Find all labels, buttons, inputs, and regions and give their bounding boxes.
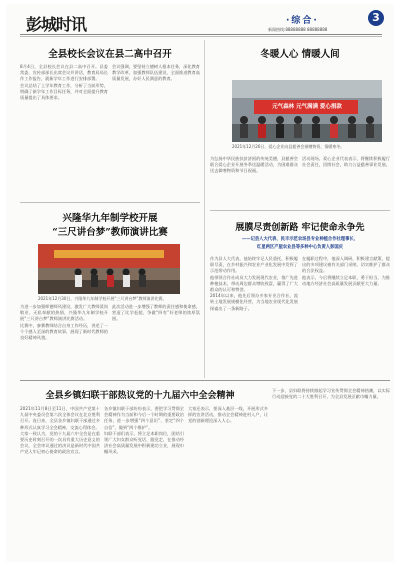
article2-column-1: [210, 156, 298, 206]
article5-paragraph-5: 大家还表示，要深入基层一线，开展形式多样的宣讲活动，推动全会精神进村入户，让党的创新理论深入人心。: [188, 406, 268, 424]
article3-paragraph-2: 比赛中，参赛教师结合自身工作经历，讲述了一个个感人至深的教育故事，展现了新时代教师的良好精神风貌。: [20, 322, 108, 341]
article4-paragraph-1: 作为县人大代表，他始终牢记人民重托，积极履职尽责，在乡村振兴和农业产业化发展中发挥了示范带动作用。: [210, 256, 298, 274]
article1-paragraph-3: 会议强调，要坚持立德树人根本任务，深化教育教学改革，加强教师队伍建设，全面推进教育高质量发展，办好人民满意的教育。: [112, 64, 200, 82]
article4-column-1: [210, 256, 298, 374]
article1-column-2: [112, 64, 200, 198]
article4-paragraph-4: 在履职过程中，他深入调研，积极建言献策，提出的多项建议被有关部门采纳，切实维护了群众的合法权益。: [302, 256, 390, 274]
article3-paragraph-1: 为进一步加强师德师风建设，激发广大教师爱岗敬业、无私奉献的热情，兴隆华九年制学校开展“三尺讲台梦”教师演讲比赛活动。: [20, 304, 108, 322]
section-label: ·综合·: [286, 16, 319, 26]
article5-column-3: [188, 406, 268, 558]
article5-paragraph-3: 各乡镇妇联干部纷纷表示，要把学习贯彻全会精神作为当前和今后一个时期的重要政治任务，进一步增强“四个意识”、坚定“四个自信”、做到“两个维护”。: [104, 406, 184, 430]
article1-column-1: [20, 64, 108, 198]
speech-contest-photo-svg: [38, 244, 180, 294]
newspaper-page: [6, 4, 394, 562]
article2-paragraph-2: 活动现场，爱心企业代表表示，将继续积极履行社会责任，回馈社会，助力公益慈善事业发展。: [302, 156, 390, 168]
article1-bottom-rule: [20, 202, 200, 203]
article1-title: 全县校长会议在县二高中召开: [48, 49, 172, 60]
speech-contest-photo: [38, 244, 180, 294]
article5-column-1: [20, 406, 100, 558]
article3-column-2: [112, 304, 200, 374]
article2-title: 冬暖人心 情暖人间: [260, 49, 340, 60]
article4-paragraph-5: 他表示，今后将继续立足本职，勇于担当，为推动地方经济社会高质量发展贡献更大力量。: [302, 274, 390, 286]
article4-paragraph-2: 他带领合作社成员大力发展现代农业，推广先进种植技术，带动周边群众增收致富，赢得了广大群众的认可和赞誉。: [210, 274, 298, 293]
charity-event-photo: [232, 80, 382, 142]
masthead: 彭城时讯: [26, 15, 87, 34]
article4-subtitle-line1: ——记县人大代表、民丰示范农场县专业种植合作社理事长、: [241, 237, 358, 242]
article2-photo-caption: 2021年12月26日，爱心企业向县慈善会捐赠物资，情暖寒冬。: [232, 144, 345, 149]
article5-column-2: [104, 406, 184, 558]
article2-bottom-rule: [210, 210, 390, 211]
middle-rule: [20, 380, 390, 381]
dateline: 新闻热线:88888888 88888888: [268, 27, 328, 32]
article5-title: 全县乡镇妇联干部热议党的十九届六中全会精神: [45, 391, 235, 401]
banner-text: 元气森林 元气满满 爱心捐款: [272, 104, 342, 110]
article5-column-4: [272, 388, 390, 558]
article5-paragraph-6: 下一步，县妇联将持续掀起学习宣传贯彻全会精神热潮，以实际行动迎接党的二十大胜利召开，为全县发展贡献巾帼力量。: [272, 388, 390, 400]
page-number-badge: 3: [368, 10, 384, 26]
article5-paragraph-1: 2021年11月8日至11日，中国共产党第十九届中央委员会第六次全体会议在北京胜利召开。连日来，全县各乡镇妇联干部通过多种形式认真学习全会精神，交流心得体会。: [20, 406, 100, 430]
article5-paragraph-2: 大家一致认为，党的十九届六中全会是在重要历史时刻召开的一次具有重大历史意义的会议，全会审议通过的决议是新时代中国共产党人牢记初心使命的政治宣言。: [20, 430, 100, 455]
article4-paragraph-3: 2014年以来，他先后领办多家专业合作社，流转土地发展规模化经营，为当地农业现代化发展探索出了一条新路子。: [210, 293, 298, 311]
header-rule: [20, 34, 382, 35]
article2-column-2: [302, 156, 390, 206]
article4-subtitle-line2: 红星两区产屋农业县等多种中心负责人彭国庆: [257, 245, 343, 250]
article1-paragraph-1: 8月4日，全县校长会议在县二高中召开。县委常委、宣传部部长出席会议并讲话，教育局局长作工作报告，就新学年工作进行安排部署。: [20, 64, 108, 82]
article3-photo-caption: 2021年12月30日，兴隆华九年制学校开展“三尺讲台梦”教师演讲比赛。: [38, 296, 167, 301]
header-rule-secondary: [20, 36, 382, 37]
article5-paragraph-4: 妇联干部们表示，将立足本职岗位，团结引领广大妇女群众听党话、跟党走，在推动经济社会高质量发展中积极建功立业，展现巾帼风采。: [104, 430, 184, 455]
article3-column-1: [20, 304, 108, 374]
article4-column-2: [302, 256, 390, 374]
article3-title-line2: “三尺讲台梦”教师演讲比赛: [52, 227, 168, 238]
column-divider-top: [204, 40, 205, 378]
article4-title: 展膜尽责创新路 牢记使命永争先: [235, 223, 365, 233]
article1-paragraph-2: 会议总结了上学年教育工作，分析了当前形势，明确了新学年工作目标任务，并对全面提升教育质量提出了具体要求。: [20, 82, 108, 101]
article3-paragraph-3: 此次活动进一步增强了教师的责任感和使命感，营造了比学赶超、争做“四有”好老师的浓厚氛围。: [112, 304, 200, 322]
article3-title-line1: 兴隆华九年制学校开展: [62, 213, 158, 224]
article2-paragraph-1: 为弘扬中华民族扶贫济困的传统美德，县慈善会联合爱心企业开展冬季送温暖活动，为困难群众送去御寒物资和节日祝福。: [210, 156, 298, 174]
